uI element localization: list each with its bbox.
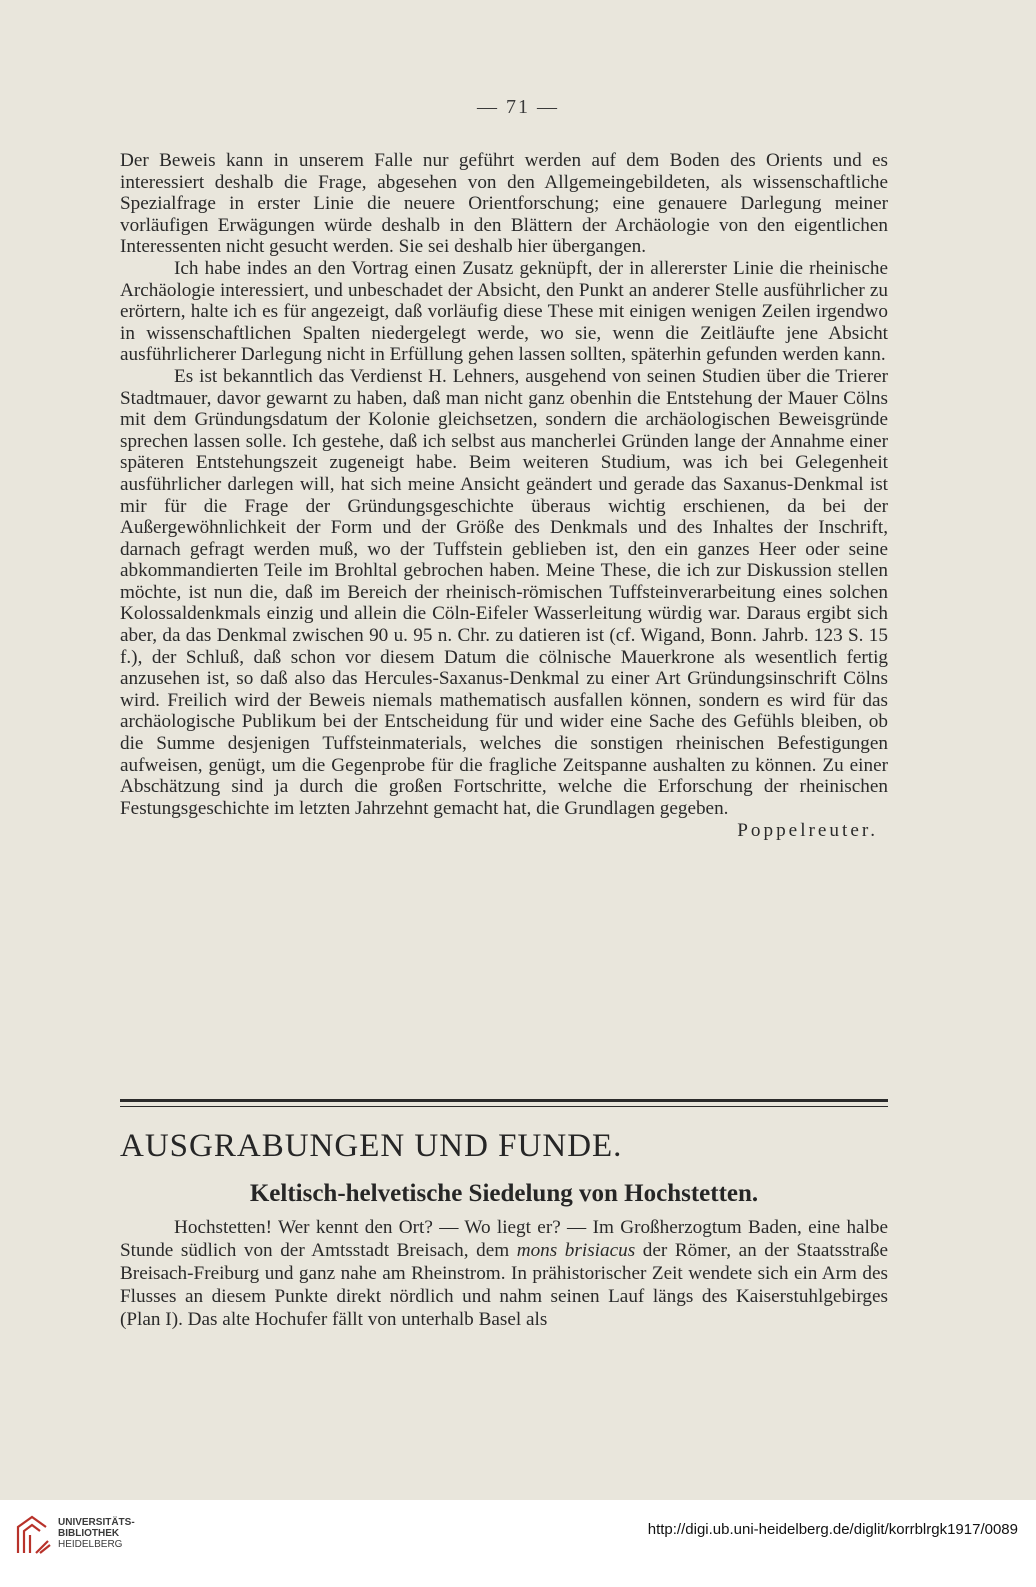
article-body-2 — [120, 1216, 888, 1331]
ub-heidelberg-logo-icon — [14, 1513, 54, 1557]
paragraph: Der Beweis kann in unserem Falle nur geführt werden auf dem Boden des Orients und es interessiert deshalb die Frage, abgesehen von den Allgemeingebildeten, als wissenschaftliche Spezialfrage in erster Linie die neuere Orientforschung; eine genauere Darlegung meiner vorläufigen Erwägungen würde deshalb in den Blättern der Archäologie von den eigentlichen Interessenten nicht gesucht werden. Sie sei deshalb hier übergangen. — [120, 150, 888, 258]
footer-bar — [0, 1500, 1036, 1587]
paragraph: Es ist bekanntlich das Verdienst H. Lehners, ausgehend von seinen Studien über die Trierer Stadtmauer, davor gewarnt zu haben, daß man nicht ganz obenhin die Entstehung der Mauer Cölns mit dem Gründungsdatum der Kolonie gleichsetzen, sondern die archäologischen Beweisgründe sprechen lassen solle. Ich gestehe, daß ich selbst aus mancherlei Gründen lange der Annahme einer späteren Entstehungszeit zugeneigt habe. Beim weiteren Studium, was ich bei Gelegenheit ausführlicher darlegen will, hat sich meine Ansicht geändert und gerade das Saxanus-Denkmal ist mir für die Frage der Gründungsgeschichte überaus wichtig erschienen, da bei der Außergewöhnlichkeit der Form und der Größe des Denkmals und des Inhaltes der Inschrift, darnach gefragt werden muß, wo der Tuffstein geblieben ist, den ein ganzes Heer oder seine abkommandierten Teile im Brohltal gebrochen haben. Meine These, die ich zur Diskussion stellen möchte, ist nun die, daß im Bereich der rheinisch-römischen Tuffsteinverarbeitung eines solchen Kolossaldenkmals einzig und allein die Cöln-Eifeler Wasserleitung würdig war. Daraus ergibt sich aber, da das Denkmal zwischen 90 u. 95 n. Chr. zu datieren ist (cf. Wigand, Bonn. Jahrb. 123 S. 15 f.), der Schluß, daß schon vor diesem Datum die cölnische Mauerkrone als wesentlich fertig anzusehen ist, so daß also das Hercules-Saxanus-Denkmal zu einer Art Gründungsinschrift Cölns wird. Freilich wird der Beweis niemals mathematisch ausfallen können, sondern es wird für das archäologische Publikum bei der Entscheidung für und wider eine Sache des Gefühls bleiben, ob die Summe desjenigen Tuffsteinmaterials, welches die sonstigen rheinischen Befestigungen aufweisen, genügt, um die Gegenprobe für die fragliche Zeitspanne aushalten zu können. Zu einer Abschätzung sind ja durch die großen Fortschritte, welche die Erforschung der rheinischen Festungsgeschichte im letzten Jahrzehnt gemacht hat, die Grundlagen gegeben. — [120, 365, 888, 819]
library-name — [58, 1517, 135, 1550]
source-url-link[interactable]: http://digi.ub.uni-heidelberg.de/diglit/korrblrgk1917/0089 — [647, 1521, 1018, 1538]
paragraph: Ich habe indes an den Vortrag einen Zusatz geknüpft, der in allererster Linie die rheinische Archäologie interessiert, und unbeschadet der Absicht, den Punkt an anderer Stelle ausführlicher zu erörtern, halte ich es für angezeigt, daß vorläufig diese These mit einigen wenigen Zeilen irgendwo in wissenschaftlichen Spalten niedergelegt werde, wo sie, wenn die Zeitläufte jene Absicht ausführlicherer Darlegung nicht in Erfüllung gehen lassen sollten, späterhin gefunden werden kann. — [120, 257, 888, 366]
article-title: Keltisch-helvetische Siedelung von Hochstetten. — [249, 1180, 759, 1207]
library-line: HEIDELBERG — [58, 1539, 123, 1550]
paragraph — [120, 1216, 888, 1331]
paragraph-intro: Hochstetten! Wer kennt den Ort? — Wo liegt er? — Im Großherzogtum Baden, eine halbe Stunde südlich von der Amtsstadt Breisach, dem — [120, 1217, 888, 1261]
library-line: BIBLIOTHEK — [58, 1528, 120, 1539]
article-body — [120, 150, 888, 842]
section-divider-thin — [120, 1106, 888, 1107]
library-line: UNIVERSITÄTS- — [58, 1517, 135, 1528]
author-signature: Poppelreuter. — [737, 820, 878, 842]
section-divider-thick — [120, 1099, 888, 1102]
section-heading: AUSGRABUNGEN UND FUNDE. — [120, 1128, 623, 1164]
page-number: — 71 — — [477, 96, 559, 118]
paragraph-rest: der Römer, an der Staatsstraße Breisach-Freiburg und ganz nahe am Rheinstrom. In prähistorischer Zeit wendete sich ein Arm des Flusses an diesem Punkte direkt nördlich und nahm seinen Lauf längs des Kaiserstuhlgebirges (Plan I). Das alte Hochufer fällt von unterhalb Basel als — [120, 1240, 889, 1330]
italic-term: mons brisiacus — [516, 1240, 636, 1261]
